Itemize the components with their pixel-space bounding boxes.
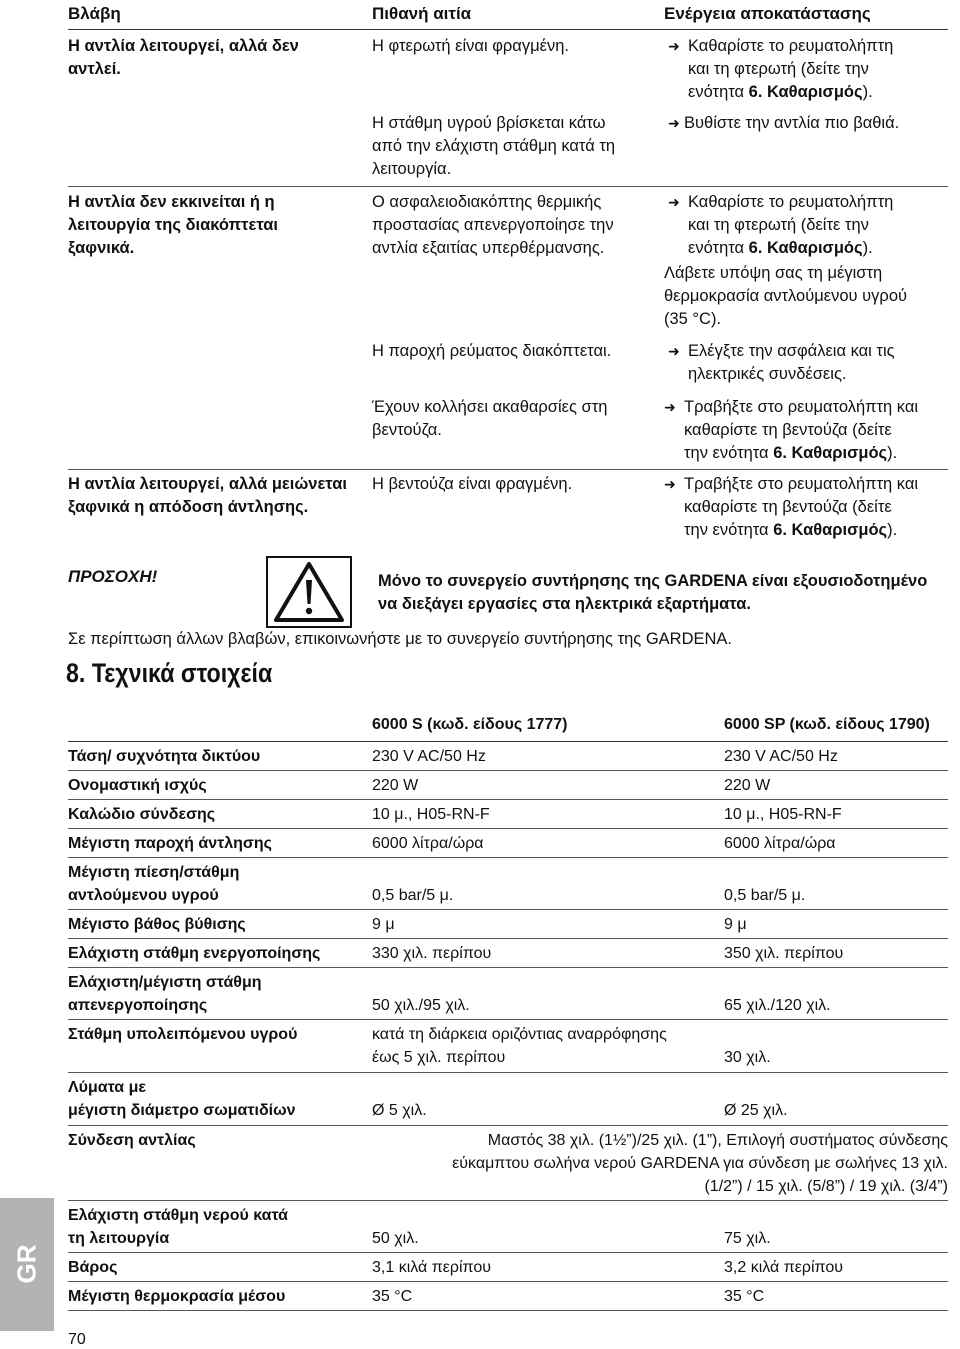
caution-warning-text: Μόνο το συνεργείο συντήρησης της GARDENA είναι εξουσιοδοτημένο να διεξάγει εργασίες στα ηλεκτρικά εξαρτήματα. bbox=[378, 572, 928, 613]
spec-label: Ελάχιστη/μέγιστη στάθμη απενεργοποίησης bbox=[68, 974, 262, 1014]
col-header-6000sp: 6000 SP (κωδ. είδους 1790) bbox=[724, 716, 930, 733]
spec-value-s: 50 χιλ./95 χιλ. bbox=[372, 997, 470, 1014]
spec-value-sp: 30 χιλ. bbox=[724, 1049, 771, 1066]
header-rule bbox=[68, 29, 948, 30]
spec-value-s: 0,5 bar/5 μ. bbox=[372, 887, 454, 904]
spec-rule bbox=[68, 1019, 948, 1020]
spec-label: Σύνδεση αντλίας bbox=[68, 1132, 196, 1149]
arrow-icon: ➜ bbox=[668, 38, 680, 54]
remedy-5: Τραβήξτε στο ρευματολήπτη και καθαρίστε τη βεντούζα (δείτε την ενότητα 6. Καθαρισμός). bbox=[684, 398, 919, 462]
spec-rule bbox=[68, 909, 948, 910]
language-tab bbox=[0, 1198, 54, 1331]
spec-label: Ελάχιστη στάθμη ενεργοποίησης bbox=[68, 945, 321, 962]
caution-label: ΠΡΟΣΟΧΗ! bbox=[68, 567, 158, 586]
row-rule-2 bbox=[68, 469, 948, 470]
spec-rule bbox=[68, 857, 948, 858]
spec-value-s: 10 μ., H05-RN-F bbox=[372, 806, 490, 823]
spec-value-s: κατά τη διάρκεια οριζόντιας αναρρόφησης έως 5 χιλ. περίπου bbox=[372, 1026, 667, 1066]
spec-label: Ονομαστική ισχύς bbox=[68, 777, 207, 794]
spec-rule bbox=[68, 1281, 948, 1282]
spec-value-sp: 3,2 κιλά περίπου bbox=[724, 1259, 843, 1276]
spec-value-sp: Ø 25 χιλ. bbox=[724, 1102, 788, 1119]
spec-label: Μέγιστη παροχή άντλησης bbox=[68, 835, 272, 852]
spec-label: Τάση/ συχνότητα δικτύου bbox=[68, 748, 261, 765]
remedy-1: Καθαρίστε το ρευματολήπτη και τη φτερωτή (δείτε την ενότητα 6. Καθαρισμός). bbox=[688, 37, 894, 101]
spec-rule bbox=[68, 1252, 948, 1253]
spec-label: Βάρος bbox=[68, 1259, 118, 1276]
spec-rule bbox=[68, 828, 948, 829]
col-header-remedy: Ενέργεια αποκατάστασης bbox=[664, 4, 871, 23]
fault-2: Η αντλία δεν εκκινείται ή η λειτουργία της διακόπτεται ξαφνικά. bbox=[68, 193, 278, 257]
spec-value-s: 330 χιλ. περίπου bbox=[372, 945, 492, 962]
spec-label: Καλώδιο σύνδεσης bbox=[68, 806, 216, 823]
fault-1: Η αντλία λειτουργεί, αλλά δεν αντλεί. bbox=[68, 37, 299, 78]
spec-value-sp: 6000 λίτρα/ώρα bbox=[724, 835, 836, 852]
col-header-fault: Βλάβη bbox=[68, 4, 121, 23]
spec-value-s: 3,1 κιλά περίπου bbox=[372, 1259, 491, 1276]
spec-rule bbox=[68, 770, 948, 771]
arrow-icon: ➜ bbox=[668, 194, 680, 210]
cause-5: Έχουν κολλήσει ακαθαρσίες στη βεντούζα. bbox=[372, 398, 608, 439]
spec-value-sp: 230 V AC/50 Hz bbox=[724, 748, 838, 765]
spec-label: Μέγιστο βάθος βύθισης bbox=[68, 916, 246, 933]
spec-rule bbox=[68, 967, 948, 968]
spec-value-s: 9 μ bbox=[372, 916, 395, 933]
spec-value-sp: 10 μ., H05-RN-F bbox=[724, 806, 842, 823]
spec-value-sp: 350 χιλ. περίπου bbox=[724, 945, 844, 962]
row-rule-1 bbox=[68, 186, 948, 187]
spec-label: Μέγιστη θερμοκρασία μέσου bbox=[68, 1288, 286, 1305]
remedy-2: Βυθίστε την αντλία πιο βαθιά. bbox=[684, 114, 900, 132]
remedy-6: Τραβήξτε στο ρευματολήπτη και καθαρίστε τη βεντούζα (δείτε την ενότητα 6. Καθαρισμός). bbox=[684, 475, 919, 539]
spec-value-sp: 0,5 bar/5 μ. bbox=[724, 887, 806, 904]
spec-label: Στάθμη υπολειπόμενου υγρού bbox=[68, 1026, 298, 1043]
spec-value-sp: 65 χιλ./120 χιλ. bbox=[724, 997, 831, 1014]
spec-value-s: 220 W bbox=[372, 777, 419, 794]
cause-2: Η στάθμη υγρού βρίσκεται κάτω από την ελάχιστη στάθμη κατά τη λειτουργία. bbox=[372, 114, 616, 178]
spec-value-sp: 9 μ bbox=[724, 916, 747, 933]
other-faults-note: Σε περίπτωση άλλων βλαβών, επικοινωνήστε με το συνεργείο συντήρησης της GARDENA. bbox=[68, 630, 732, 648]
spec-value-s: Μαστός 38 χιλ. (1½”)/25 χιλ. (1”), Επιλογή συστήματος σύνδεσης εύκαμπτου σωλήνα νερού GARDENA για σύνδεση με σωλήνες 13 χιλ. (1/2”) / 15 χιλ. (5/8”) / 19 χιλ. (3/4”) bbox=[452, 1132, 948, 1195]
page-number: 70 bbox=[68, 1331, 86, 1348]
spec-rule bbox=[68, 938, 948, 939]
spec-rule bbox=[68, 799, 948, 800]
fault-3: Η αντλία λειτουργεί, αλλά μειώνεται ξαφνικά η απόδοση άντλησης. bbox=[68, 475, 347, 516]
language-tab-label: GR bbox=[11, 1244, 42, 1284]
section-title: 8. Τεχνικά στοιχεία bbox=[66, 658, 273, 688]
arrow-icon: ➜ bbox=[664, 476, 676, 492]
spec-value-s: Ø 5 χιλ. bbox=[372, 1102, 427, 1119]
cause-1: Η φτερωτή είναι φραγμένη. bbox=[372, 37, 569, 55]
spec-value-sp: 75 χιλ. bbox=[724, 1230, 771, 1247]
warning-icon bbox=[266, 556, 352, 628]
max-temp-note: Λάβετε υπόψη σας τη μέγιστη θερμοκρασία αντλούμενου υγρού (35 °C). bbox=[664, 264, 908, 328]
arrow-icon: ➜ bbox=[664, 399, 676, 415]
cause-4: Η παροχή ρεύματος διακόπτεται. bbox=[372, 342, 612, 360]
spec-rule bbox=[68, 1310, 948, 1311]
spec-label: Ελάχιστη στάθμη νερού κατά τη λειτουργία bbox=[68, 1207, 288, 1247]
spec-rule bbox=[68, 1200, 948, 1201]
spec-rule bbox=[68, 1125, 948, 1126]
spec-label: Μέγιστη πίεση/στάθμη αντλούμενου υγρού bbox=[68, 864, 240, 904]
spec-value-s: 50 χιλ. bbox=[372, 1230, 419, 1247]
spec-rule-header bbox=[68, 741, 948, 742]
remedy-4: Ελέγξτε την ασφάλεια και τις ηλεκτρικές συνδέσεις. bbox=[688, 342, 895, 383]
cause-6: Η βεντούζα είναι φραγμένη. bbox=[372, 475, 573, 493]
spec-rule bbox=[68, 1072, 948, 1073]
spec-label: Λύματα με μέγιστη διάμετρο σωματιδίων bbox=[68, 1079, 296, 1119]
arrow-icon: ➜ bbox=[668, 115, 680, 131]
spec-value-s: 6000 λίτρα/ώρα bbox=[372, 835, 484, 852]
spec-value-s: 35 °C bbox=[372, 1288, 413, 1305]
col-header-cause: Πιθανή αιτία bbox=[372, 4, 472, 23]
remedy-3: Καθαρίστε το ρευματολήπτη και τη φτερωτή (δείτε την ενότητα 6. Καθαρισμός). bbox=[688, 193, 894, 257]
cause-3: Ο ασφαλειοδιακόπτης θερμικής προστασίας απενεργοποίησε την αντλία εξαιτίας υπερθέρμανσης. bbox=[372, 193, 614, 257]
spec-value-sp: 220 W bbox=[724, 777, 771, 794]
col-header-6000s: 6000 S (κωδ. είδους 1777) bbox=[372, 716, 568, 733]
spec-value-s: 230 V AC/50 Hz bbox=[372, 748, 486, 765]
spec-value-sp: 35 °C bbox=[724, 1288, 765, 1305]
arrow-icon: ➜ bbox=[668, 343, 680, 359]
